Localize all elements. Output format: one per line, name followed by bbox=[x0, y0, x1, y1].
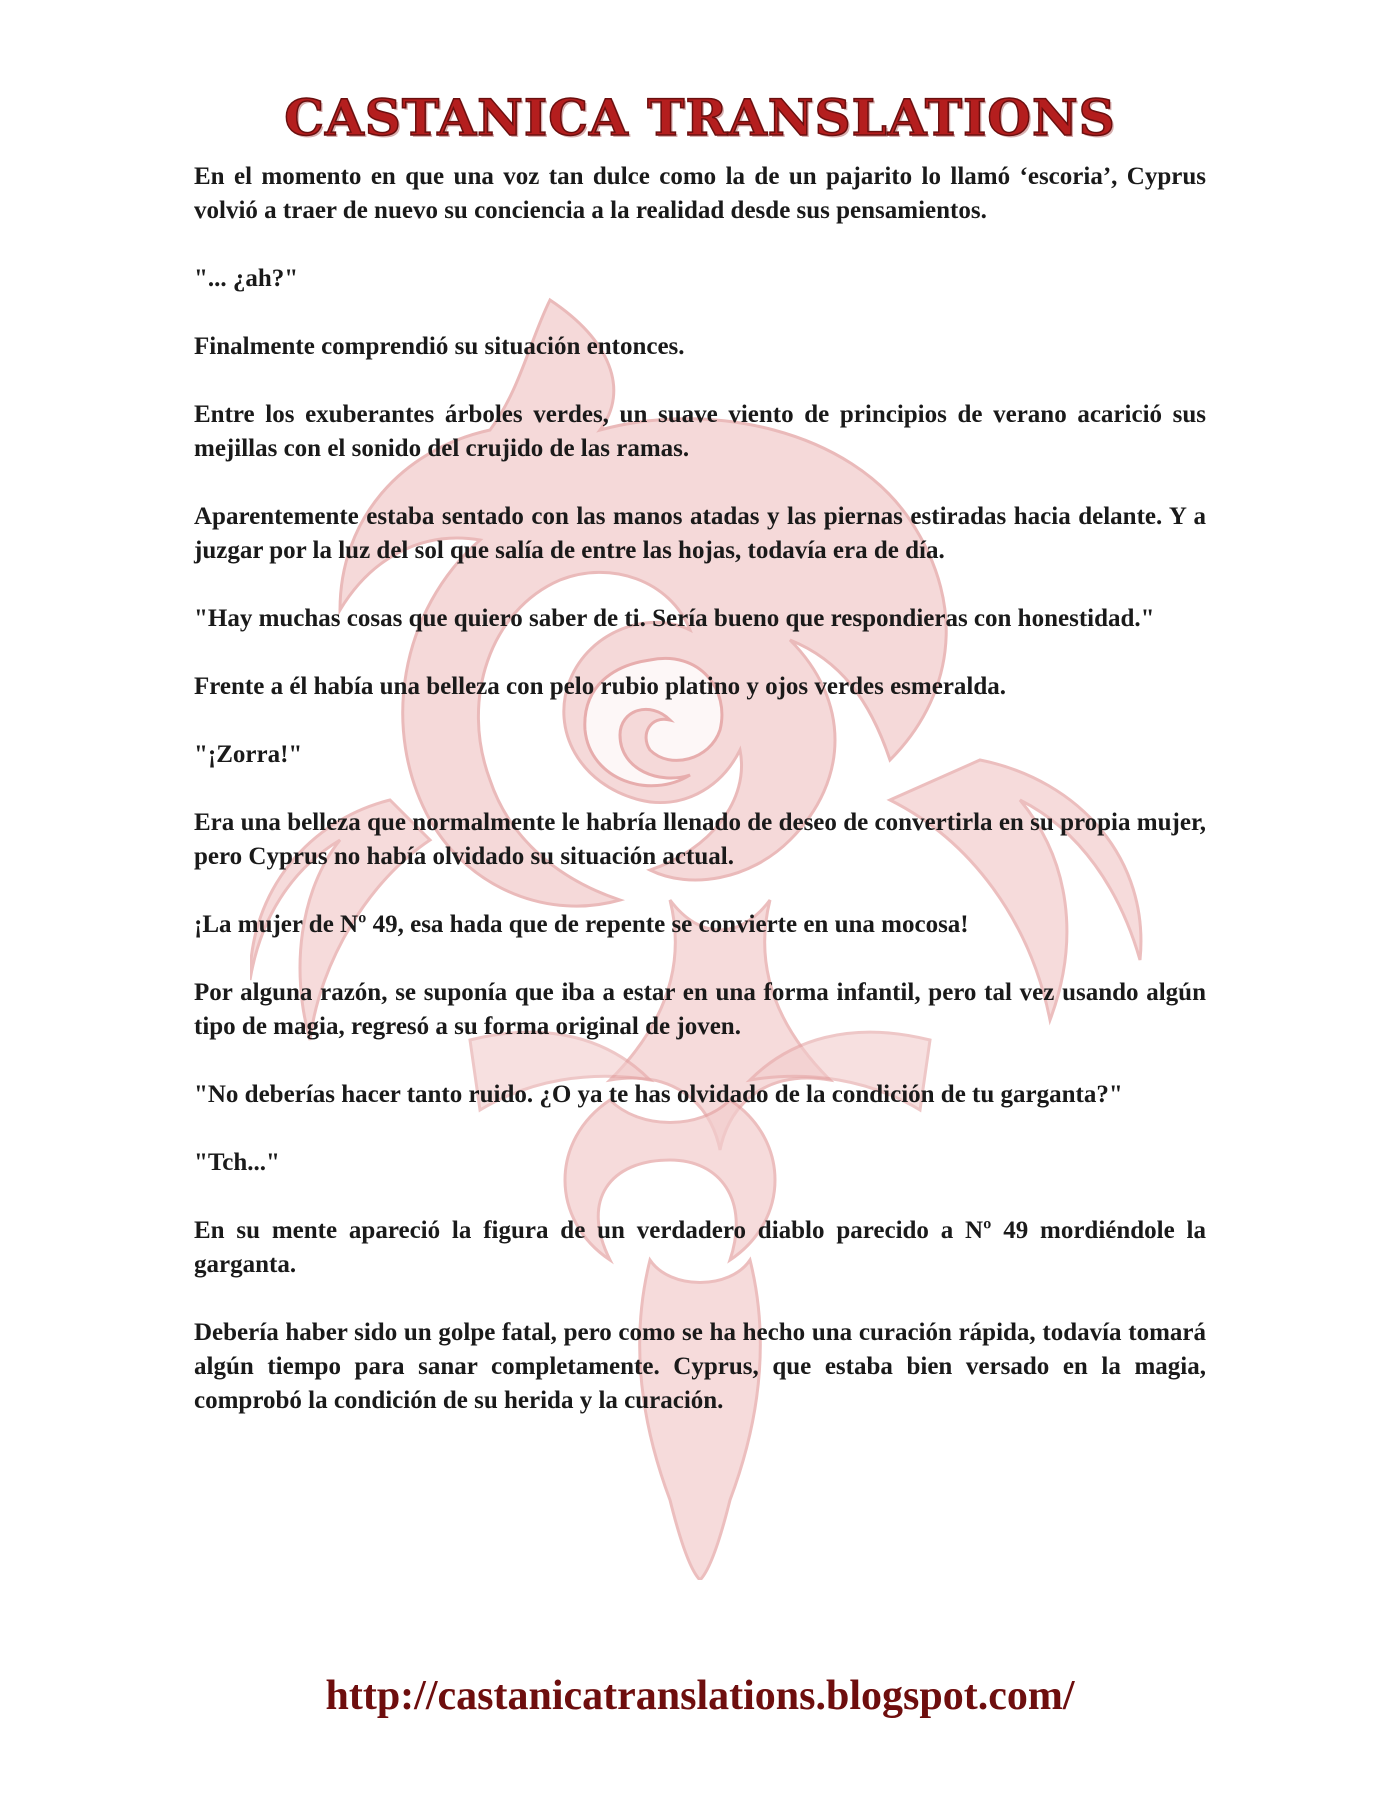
paragraph: "... ¿ah?" bbox=[194, 265, 299, 292]
header bbox=[0, 88, 1400, 147]
paragraph: Aparentemente estaba sentado con las manos atadas y las piernas estiradas hacia delante. Y a juzgar por la luz del sol que salía de entre las hojas, todavía era de día. bbox=[194, 503, 1206, 564]
paragraph: "No deberías hacer tanto ruido. ¿O ya te has olvidado de la condición de tu garganta?" bbox=[194, 1081, 1123, 1108]
footer bbox=[0, 1672, 1400, 1720]
paragraph: "Hay muchas cosas que quiero saber de ti. Sería bueno que respondieras con honestidad." bbox=[194, 605, 1155, 632]
paragraph: Frente a él había una belleza con pelo rubio platino y ojos verdes esmeralda. bbox=[194, 673, 1007, 700]
blog-url-link[interactable]: http://castanicatranslations.blogspot.com/ bbox=[325, 1673, 1075, 1719]
paragraph: "¡Zorra!" bbox=[194, 741, 303, 768]
paragraph: ¡La mujer de Nº 49, esa hada que de repente se convierte en una mocosa! bbox=[194, 911, 969, 938]
paragraph: "Tch..." bbox=[194, 1149, 280, 1176]
document-body bbox=[194, 160, 1206, 1452]
paragraph: En su mente apareció la figura de un verdadero diablo parecido a Nº 49 mordiéndole la garganta. bbox=[194, 1217, 1206, 1278]
paragraph: Por alguna razón, se suponía que iba a estar en una forma infantil, pero tal vez usando algún tipo de magia, regresó a su forma original de joven. bbox=[194, 979, 1206, 1040]
paragraph: En el momento en que una voz tan dulce como la de un pajarito lo llamó ‘escoria’, Cyprus volvió a traer de nuevo su conciencia a la realidad desde sus pensamientos. bbox=[194, 163, 1206, 224]
paragraph: Debería haber sido un golpe fatal, pero como se ha hecho una curación rápida, todavía tomará algún tiempo para sanar completamente. Cyprus, que estaba bien versado en la magia, comprobó la condición de su herida y la curación. bbox=[194, 1319, 1206, 1414]
paragraph: Finalmente comprendió su situación entonces. bbox=[194, 333, 685, 360]
paragraph: Era una belleza que normalmente le habría llenado de deseo de convertirla en su propia mujer, pero Cyprus no había olvidado su situación actual. bbox=[194, 809, 1206, 870]
site-title: CASTANICA TRANSLATIONS bbox=[284, 88, 1116, 147]
paragraph: Entre los exuberantes árboles verdes, un suave viento de principios de verano acarició sus mejillas con el sonido del crujido de las ramas. bbox=[194, 401, 1206, 462]
